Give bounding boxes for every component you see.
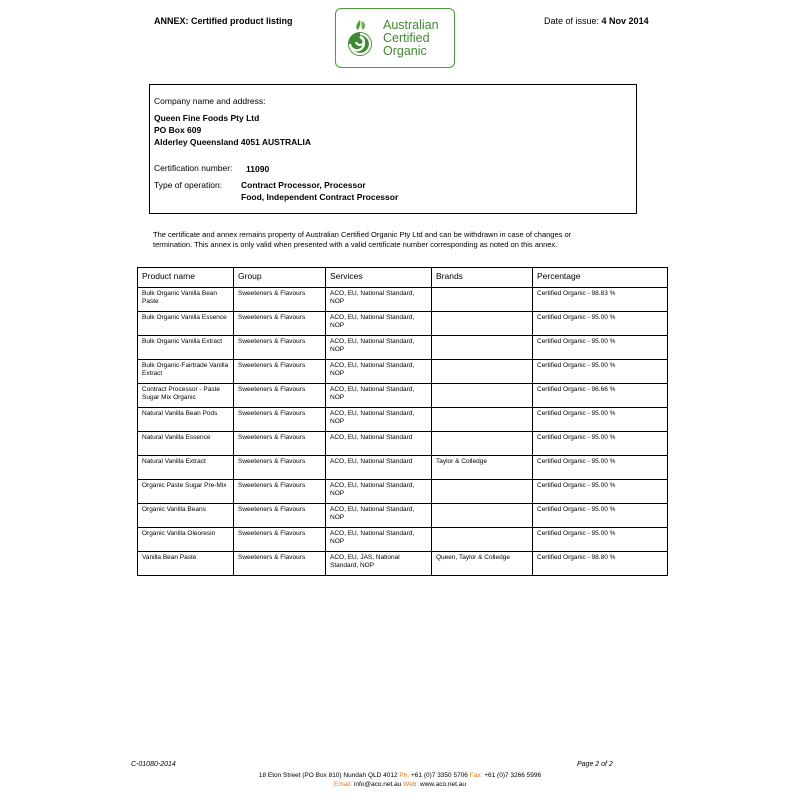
notice-line: termination. This annex is only valid when presented with a valid certificate number corresponding as noted on this annex. [153, 240, 558, 249]
services-cell: ACO, EU, National Standard, NOP [326, 408, 432, 432]
group-cell: Sweeteners & Flavours [234, 288, 326, 312]
percentage-cell: Certified Organic - 96.66 % [533, 384, 668, 408]
company-label: Company name and address: [154, 96, 266, 106]
table-row [138, 312, 668, 336]
table-header-row [138, 268, 668, 288]
footer-address-line [0, 772, 800, 779]
group-cell: Sweeteners & Flavours [234, 408, 326, 432]
product-name-cell: Natural Vanilla Extract [138, 456, 234, 480]
services-cell: ACO, EU, National Standard, NOP [326, 336, 432, 360]
services-cell: ACO, EU, National Standard, NOP [326, 312, 432, 336]
percentage-cell: Certified Organic - 95.00 % [533, 528, 668, 552]
brands-cell [432, 528, 533, 552]
group-cell: Sweeteners & Flavours [234, 312, 326, 336]
phone-label: Ph: [399, 772, 410, 779]
brands-cell [432, 360, 533, 384]
group-cell: Sweeteners & Flavours [234, 480, 326, 504]
footer-address: 18 Eton Street (PO Box 810) Nundah QLD 4012 [258, 772, 398, 779]
group-cell: Sweeteners & Flavours [234, 432, 326, 456]
fax-label: Fax: [469, 772, 483, 779]
brands-cell [432, 312, 533, 336]
group-cell: Sweeteners & Flavours [234, 456, 326, 480]
group-cell: Sweeteners & Flavours [234, 360, 326, 384]
aco-logo [335, 8, 455, 68]
operation-type-line: Contract Processor, Processor [241, 180, 366, 190]
certification-number-label: Certification number: [154, 163, 233, 173]
issue-date-value: 4 Nov 2014 [601, 16, 649, 26]
percentage-cell: Certified Organic - 95.00 % [533, 336, 668, 360]
table-row [138, 360, 668, 384]
percentage-cell: Certified Organic - 98.80 % [533, 552, 668, 576]
table-row [138, 480, 668, 504]
table-row [138, 552, 668, 576]
percentage-cell: Certified Organic - 95.00 % [533, 432, 668, 456]
group-cell: Sweeteners & Flavours [234, 504, 326, 528]
page-number: Page 2 of 2 [577, 761, 613, 768]
group-cell: Sweeteners & Flavours [234, 528, 326, 552]
brands-cell [432, 408, 533, 432]
product-name-cell: Bulk Organic Vanilla Essence [138, 312, 234, 336]
group-cell: Sweeteners & Flavours [234, 384, 326, 408]
product-name-cell: Natural Vanilla Bean Pods [138, 408, 234, 432]
email-link[interactable]: info@aco.net.au [353, 781, 402, 788]
percentage-cell: Certified Organic - 95.00 % [533, 504, 668, 528]
web-label: Web: [403, 781, 419, 788]
brands-cell [432, 432, 533, 456]
fax-number: +61 (0)7 3266 5996 [484, 772, 542, 779]
company-name: Queen Fine Foods Pty Ltd [154, 113, 260, 123]
product-name-cell: Organic Vanilla Beans [138, 504, 234, 528]
percentage-cell: Certified Organic - 98.83 % [533, 288, 668, 312]
document-code: C-01080-2014 [131, 761, 176, 768]
company-details-box [149, 84, 637, 214]
brands-cell [432, 384, 533, 408]
column-header: Product name [138, 268, 234, 288]
phone-number: +61 (0)7 3350 5706 [411, 772, 468, 779]
services-cell: ACO, EU, National Standard [326, 456, 432, 480]
logo-line: Organic [383, 43, 427, 58]
services-cell: ACO, EU, JAS, National Standard, NOP [326, 552, 432, 576]
logo-line: Australian [383, 17, 439, 32]
company-locality: Alderley Queensland 4051 AUSTRALIA [154, 137, 311, 147]
brands-cell [432, 504, 533, 528]
operation-type-label: Type of operation: [154, 180, 223, 190]
services-cell: ACO, EU, National Standard, NOP [326, 480, 432, 504]
product-table [137, 267, 668, 576]
services-cell: ACO, EU, National Standard, NOP [326, 360, 432, 384]
percentage-cell: Certified Organic - 95.00 % [533, 480, 668, 504]
product-table-body [138, 288, 668, 576]
percentage-cell: Certified Organic - 95.00 % [533, 408, 668, 432]
services-cell: ACO, EU, National Standard, NOP [326, 504, 432, 528]
column-header: Percentage [533, 268, 668, 288]
brands-cell [432, 336, 533, 360]
table-row [138, 432, 668, 456]
brands-cell [432, 288, 533, 312]
logo-line: Certified [383, 30, 430, 45]
services-cell: ACO, EU, National Standard, NOP [326, 528, 432, 552]
annex-title: ANNEX: Certified product listing [154, 16, 293, 26]
column-header: Services [326, 268, 432, 288]
product-name-cell: Bulk Organic Vanilla Bean Paste [138, 288, 234, 312]
footer-contact-line [0, 781, 800, 788]
product-name-cell: Organic Vanilla Oleoresin [138, 528, 234, 552]
brands-cell [432, 480, 533, 504]
table-row [138, 528, 668, 552]
services-cell: ACO, EU, National Standard [326, 432, 432, 456]
validity-notice [153, 230, 653, 250]
product-name-cell: Contract Processor - Paste Sugar Mix Organic [138, 384, 234, 408]
table-row [138, 336, 668, 360]
services-cell: ACO, EU, National Standard, NOP [326, 288, 432, 312]
group-cell: Sweeteners & Flavours [234, 336, 326, 360]
swirl-logo-icon [342, 18, 378, 58]
issue-date-label: Date of issue: [544, 16, 600, 26]
column-header: Brands [432, 268, 533, 288]
table-row [138, 384, 668, 408]
notice-line: The certificate and annex remains property of Australian Certified Organic Pty Ltd and can be withdrawn in case of changes or [153, 230, 572, 239]
issue-date [544, 16, 649, 26]
table-row [138, 288, 668, 312]
company-po-box: PO Box 609 [154, 125, 202, 135]
product-name-cell: Vanilla Bean Paste [138, 552, 234, 576]
product-name-cell: Natural Vanilla Essence [138, 432, 234, 456]
brands-cell: Queen, Taylor & Colledge [432, 552, 533, 576]
column-header: Group [234, 268, 326, 288]
web-link[interactable]: www.aco.net.au [420, 781, 466, 788]
product-name-cell: Bulk Organic-Fairtrade Vanilla Extract [138, 360, 234, 384]
percentage-cell: Certified Organic - 95.00 % [533, 456, 668, 480]
percentage-cell: Certified Organic - 95.00 % [533, 312, 668, 336]
brands-cell: Taylor & Colledge [432, 456, 533, 480]
table-row [138, 456, 668, 480]
operation-type-line: Food, Independent Contract Processor [241, 192, 399, 202]
table-row [138, 408, 668, 432]
services-cell: ACO, EU, National Standard, NOP [326, 384, 432, 408]
group-cell: Sweeteners & Flavours [234, 552, 326, 576]
certification-number: 11090 [246, 164, 270, 174]
table-row [138, 504, 668, 528]
product-name-cell: Bulk Organic Vanilla Extract [138, 336, 234, 360]
percentage-cell: Certified Organic - 95.00 % [533, 360, 668, 384]
email-label: Email: [334, 781, 353, 788]
product-name-cell: Organic Paste Sugar Pre-Mix [138, 480, 234, 504]
